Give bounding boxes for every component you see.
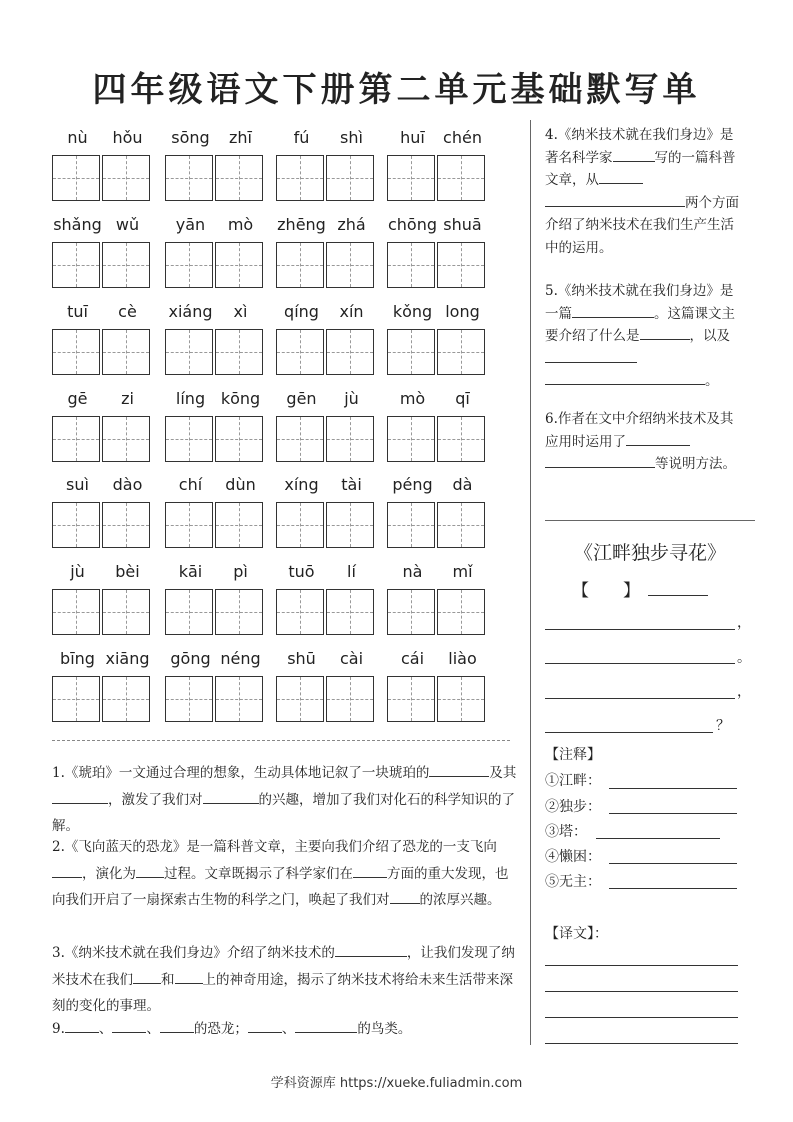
question-6 xyxy=(545,408,745,476)
pinyin-label: wǔ xyxy=(115,215,140,234)
translation-blank[interactable] xyxy=(545,1016,738,1018)
question-9 xyxy=(52,1016,517,1043)
pinyin-label: mǐ xyxy=(452,562,473,581)
blank[interactable] xyxy=(335,943,407,958)
pinyin-label: xíng xyxy=(284,475,319,494)
poem-punct: 。 xyxy=(737,650,751,666)
blank[interactable] xyxy=(295,1019,357,1034)
pinyin-label: jù xyxy=(344,389,359,408)
blank[interactable] xyxy=(52,789,108,804)
pinyin-label: xì xyxy=(233,302,248,321)
pinyin-label: nà xyxy=(402,562,423,581)
writing-box[interactable] xyxy=(276,242,324,288)
writing-box[interactable] xyxy=(165,329,213,375)
writing-box[interactable] xyxy=(165,155,213,201)
q-text: 9. xyxy=(52,1021,65,1037)
q-text: 写的一篇科普文章，从 xyxy=(545,149,736,188)
q-text: 及其 xyxy=(489,765,517,781)
blank[interactable] xyxy=(353,863,387,878)
pinyin-label: xiáng xyxy=(168,302,213,321)
writing-box[interactable] xyxy=(102,416,150,462)
blank[interactable] xyxy=(175,969,203,984)
note-label: ①江畔： xyxy=(545,773,601,789)
pinyin-label: zhī xyxy=(229,128,252,147)
poem-punct: ， xyxy=(737,615,751,631)
poem-line-blank[interactable] xyxy=(545,662,735,664)
pinyin-label: nù xyxy=(67,128,88,147)
writing-box[interactable] xyxy=(326,416,374,462)
writing-box[interactable] xyxy=(52,589,100,635)
blank[interactable] xyxy=(545,454,655,469)
pinyin-label: yān xyxy=(175,215,206,234)
blank[interactable] xyxy=(626,431,690,446)
pinyin-label: qíng xyxy=(284,302,319,321)
word-pair xyxy=(276,475,378,555)
pinyin-label: chén xyxy=(443,128,482,147)
writing-box[interactable] xyxy=(52,502,100,548)
q-text: 2.《飞向蓝天的恐龙》是一篇科普文章，主要向我们介绍了恐龙的一支飞向 xyxy=(52,839,497,855)
blank[interactable] xyxy=(545,371,705,386)
writing-box[interactable] xyxy=(326,502,374,548)
q-text: ，激发了我们对 xyxy=(108,791,203,808)
question-1 xyxy=(52,760,517,840)
pinyin-label: kǒng xyxy=(392,302,433,321)
word-pair xyxy=(52,562,154,642)
writing-box[interactable] xyxy=(52,242,100,288)
pinyin-label: sōng xyxy=(171,128,210,147)
pinyin-label: tuī xyxy=(67,302,88,321)
q-text: 1.《琥珀》一文通过合理的想象，生动具体地记叙了一块琥珀的 xyxy=(52,765,430,781)
writing-box[interactable] xyxy=(165,502,213,548)
q-text: 4.《纳米技术就在我们身边》是著名科学家 xyxy=(545,127,734,166)
writing-box[interactable] xyxy=(215,155,263,201)
writing-box[interactable] xyxy=(276,676,324,722)
writing-box[interactable] xyxy=(102,242,150,288)
blank[interactable] xyxy=(112,1019,146,1034)
word-pair xyxy=(165,389,267,469)
q-text: 的鸟类。 xyxy=(357,1021,412,1037)
writing-box[interactable] xyxy=(52,416,100,462)
writing-box[interactable] xyxy=(102,329,150,375)
q-text: 两个方面介绍了纳米技术在我们生产生活中的运用。 xyxy=(545,194,739,256)
q-text: 5.《纳米技术就在我们身边》是一篇 xyxy=(545,283,734,322)
word-pair xyxy=(165,128,267,208)
blank[interactable] xyxy=(572,303,654,318)
word-pair xyxy=(276,128,378,208)
poem-punct: ， xyxy=(737,684,751,700)
notes-header: 【注释】 xyxy=(545,747,601,763)
writing-box[interactable] xyxy=(52,329,100,375)
writing-box[interactable] xyxy=(102,502,150,548)
writing-box[interactable] xyxy=(387,589,435,635)
word-pair xyxy=(387,128,489,208)
pinyin-label: shǎng xyxy=(53,215,102,234)
pinyin-label: jù xyxy=(70,562,85,581)
pinyin-label: lí xyxy=(347,562,356,581)
pinyin-label: dào xyxy=(112,475,143,494)
writing-box[interactable] xyxy=(165,416,213,462)
q-text: 3.《纳米技术就在我们身边》介绍了纳米技术的 xyxy=(52,945,335,961)
blank[interactable] xyxy=(133,969,161,984)
question-5 xyxy=(545,280,745,393)
note-item xyxy=(545,770,601,790)
writing-box[interactable] xyxy=(387,242,435,288)
word-pair xyxy=(387,389,489,469)
writing-box[interactable] xyxy=(276,329,324,375)
writing-box[interactable] xyxy=(326,242,374,288)
writing-box[interactable] xyxy=(326,329,374,375)
writing-box[interactable] xyxy=(102,155,150,201)
blank[interactable] xyxy=(599,170,643,185)
pinyin-label: zhá xyxy=(337,215,366,234)
writing-box[interactable] xyxy=(437,416,485,462)
pinyin-label: tài xyxy=(341,475,362,494)
writing-box[interactable] xyxy=(387,155,435,201)
pinyin-label: néng xyxy=(220,649,261,668)
note-label: ④懒困： xyxy=(545,849,601,865)
q-text: 、 xyxy=(146,1021,160,1037)
blank[interactable] xyxy=(136,863,164,878)
page-title: 四年级语文下册第二单元基础默写单 xyxy=(92,70,701,110)
footer-source: 学科资源库 https://xueke.fuliadmin.com xyxy=(270,1076,523,1091)
divider xyxy=(52,740,510,741)
word-pair xyxy=(52,215,154,295)
writing-box[interactable] xyxy=(102,676,150,722)
word-pair xyxy=(276,302,378,382)
word-pair xyxy=(165,475,267,555)
pinyin-label: cái xyxy=(400,649,425,668)
pinyin-label: líng xyxy=(175,389,206,408)
q-text: 和 xyxy=(161,971,175,988)
pinyin-label: pì xyxy=(233,562,248,581)
writing-box[interactable] xyxy=(215,329,263,375)
note-label: ②独步： xyxy=(545,799,601,815)
question-2 xyxy=(52,834,517,914)
word-pair xyxy=(276,389,378,469)
pinyin-label: bèi xyxy=(115,562,140,581)
blank[interactable] xyxy=(203,789,259,804)
note-blank[interactable] xyxy=(596,837,720,839)
pinyin-label: shū xyxy=(287,649,316,668)
pinyin-label: chōng xyxy=(387,215,438,234)
word-pair xyxy=(276,562,378,642)
blank[interactable] xyxy=(65,1019,99,1034)
word-pair xyxy=(165,215,267,295)
writing-box[interactable] xyxy=(276,155,324,201)
word-pair xyxy=(52,389,154,469)
note-item xyxy=(545,821,587,841)
pinyin-label: huī xyxy=(400,128,425,147)
word-pair xyxy=(52,128,154,208)
writing-box[interactable] xyxy=(102,589,150,635)
poem-title: 《江畔独步寻花》 xyxy=(573,542,726,564)
note-blank[interactable] xyxy=(609,812,737,814)
word-pair xyxy=(387,475,489,555)
writing-box[interactable] xyxy=(326,676,374,722)
word-pair xyxy=(52,302,154,382)
writing-box[interactable] xyxy=(165,242,213,288)
writing-box[interactable] xyxy=(165,589,213,635)
blank[interactable] xyxy=(545,192,685,207)
poet-blank[interactable] xyxy=(648,594,708,596)
q-text: 方面的重大发现，也向我们开启了一扇探索古生物的科学之门，唤起了我们对 xyxy=(52,865,509,908)
pinyin-label: shuā xyxy=(443,215,482,234)
blank[interactable] xyxy=(429,763,489,778)
writing-box[interactable] xyxy=(52,155,100,201)
q-text: ，以及 xyxy=(689,328,730,344)
writing-box[interactable] xyxy=(276,502,324,548)
pinyin-label: xiāng xyxy=(105,649,150,668)
pinyin-label: cè xyxy=(118,302,137,321)
pinyin-label: gōng xyxy=(170,649,211,668)
blank[interactable] xyxy=(52,863,82,878)
pinyin-row xyxy=(52,389,522,469)
pinyin-label: mò xyxy=(399,389,426,408)
writing-box[interactable] xyxy=(326,155,374,201)
writing-box[interactable] xyxy=(276,416,324,462)
blank[interactable] xyxy=(390,890,420,905)
pinyin-label: kōng xyxy=(220,389,261,408)
q-text: 过程。文章既揭示了科学家们在 xyxy=(164,865,353,882)
pinyin-label: qī xyxy=(455,389,470,408)
writing-box[interactable] xyxy=(437,329,485,375)
note-label: ⑤无主： xyxy=(545,874,601,890)
pinyin-label: dùn xyxy=(225,475,256,494)
question-4 xyxy=(545,124,745,259)
q-text: 的兴趣，增加了我们对化石的科学知识的了解。 xyxy=(52,791,515,834)
word-pair xyxy=(276,649,378,729)
pinyin-label: gēn xyxy=(286,389,317,408)
writing-box[interactable] xyxy=(387,329,435,375)
word-pair xyxy=(165,302,267,382)
word-pair xyxy=(387,302,489,382)
question-3 xyxy=(52,940,517,1020)
translation-header: 【译文】： xyxy=(545,926,608,942)
writing-box[interactable] xyxy=(52,676,100,722)
pinyin-label: kāi xyxy=(178,562,203,581)
note-label: ③塔： xyxy=(545,824,587,840)
q-text: 的浓厚兴趣。 xyxy=(419,892,501,908)
pinyin-label: mò xyxy=(227,215,254,234)
q-text: 的恐龙； xyxy=(193,1021,248,1037)
note-blank[interactable] xyxy=(609,862,737,864)
poem-punct: ？ xyxy=(716,718,730,734)
writing-box[interactable] xyxy=(276,589,324,635)
blank[interactable] xyxy=(545,348,637,363)
translation-blank[interactable] xyxy=(545,990,738,992)
note-item xyxy=(545,846,601,866)
pinyin-label: long xyxy=(445,302,480,321)
poet-bracket: 【 】 xyxy=(572,581,640,601)
q-text: 6.作者在文中介绍纳米技术及其应用时运用了 xyxy=(545,411,734,450)
note-blank[interactable] xyxy=(609,787,737,789)
word-pair xyxy=(276,215,378,295)
pinyin-label: hǒu xyxy=(112,128,143,147)
q-text: 等说明方法。 xyxy=(655,456,736,472)
writing-box[interactable] xyxy=(437,589,485,635)
pinyin-label: xín xyxy=(339,302,364,321)
q-text: 、 xyxy=(281,1021,296,1037)
poem-line-blank[interactable] xyxy=(545,628,735,630)
writing-box[interactable] xyxy=(215,502,263,548)
poem-line-blank[interactable] xyxy=(545,731,713,733)
translation-blank[interactable] xyxy=(545,1042,738,1044)
note-blank[interactable] xyxy=(609,887,737,889)
pinyin-label: shì xyxy=(340,128,363,147)
pinyin-label: cài xyxy=(339,649,364,668)
word-pair xyxy=(387,215,489,295)
blank[interactable] xyxy=(613,147,655,162)
pinyin-row xyxy=(52,475,522,555)
writing-box[interactable] xyxy=(437,502,485,548)
pinyin-row xyxy=(52,649,522,729)
writing-box[interactable] xyxy=(387,502,435,548)
q-text: 上的神奇用途，揭示了纳米技术将给未来生活带来深刻的变化的事理。 xyxy=(52,971,513,1014)
blank[interactable] xyxy=(160,1019,194,1034)
writing-box[interactable] xyxy=(215,676,263,722)
writing-box[interactable] xyxy=(215,416,263,462)
q-text: 。这篇课文主要介绍了什么是 xyxy=(545,305,735,344)
writing-box[interactable] xyxy=(326,589,374,635)
pinyin-label: suì xyxy=(66,475,89,494)
pinyin-label: bīng xyxy=(60,649,95,668)
pinyin-label: liào xyxy=(448,649,477,668)
pinyin-row xyxy=(52,215,522,295)
pinyin-row xyxy=(52,562,522,642)
poem-line-blank[interactable] xyxy=(545,697,735,699)
q-text: ，演化为 xyxy=(82,865,136,882)
writing-box[interactable] xyxy=(387,676,435,722)
word-pair xyxy=(165,649,267,729)
writing-box[interactable] xyxy=(437,676,485,722)
q-text: ，让我们发现了纳米技术在我们 xyxy=(52,945,515,988)
word-pair xyxy=(52,475,154,555)
blank[interactable] xyxy=(640,326,690,341)
translation-blank[interactable] xyxy=(545,964,738,966)
pinyin-label: chí xyxy=(178,475,203,494)
pinyin-label: péng xyxy=(392,475,433,494)
writing-box[interactable] xyxy=(215,589,263,635)
pinyin-label: tuō xyxy=(288,562,315,581)
pinyin-label: gē xyxy=(67,389,88,408)
divider xyxy=(545,520,755,521)
pinyin-row xyxy=(52,128,522,208)
word-pair xyxy=(165,562,267,642)
note-item xyxy=(545,871,601,891)
q-text: 、 xyxy=(98,1021,113,1037)
writing-box[interactable] xyxy=(165,676,213,722)
q-text: 。 xyxy=(705,373,719,389)
writing-box[interactable] xyxy=(437,155,485,201)
pinyin-row xyxy=(52,302,522,382)
pinyin-label: fú xyxy=(293,128,310,147)
blank[interactable] xyxy=(248,1019,282,1034)
word-pair xyxy=(387,649,489,729)
writing-box[interactable] xyxy=(437,242,485,288)
writing-box[interactable] xyxy=(387,416,435,462)
word-pair xyxy=(387,562,489,642)
note-item xyxy=(545,796,601,816)
pinyin-label: zhēng xyxy=(277,215,326,234)
pinyin-label: dà xyxy=(452,475,473,494)
writing-box[interactable] xyxy=(215,242,263,288)
pinyin-label: zi xyxy=(121,389,134,408)
column-divider xyxy=(530,120,531,1045)
word-pair xyxy=(52,649,154,729)
